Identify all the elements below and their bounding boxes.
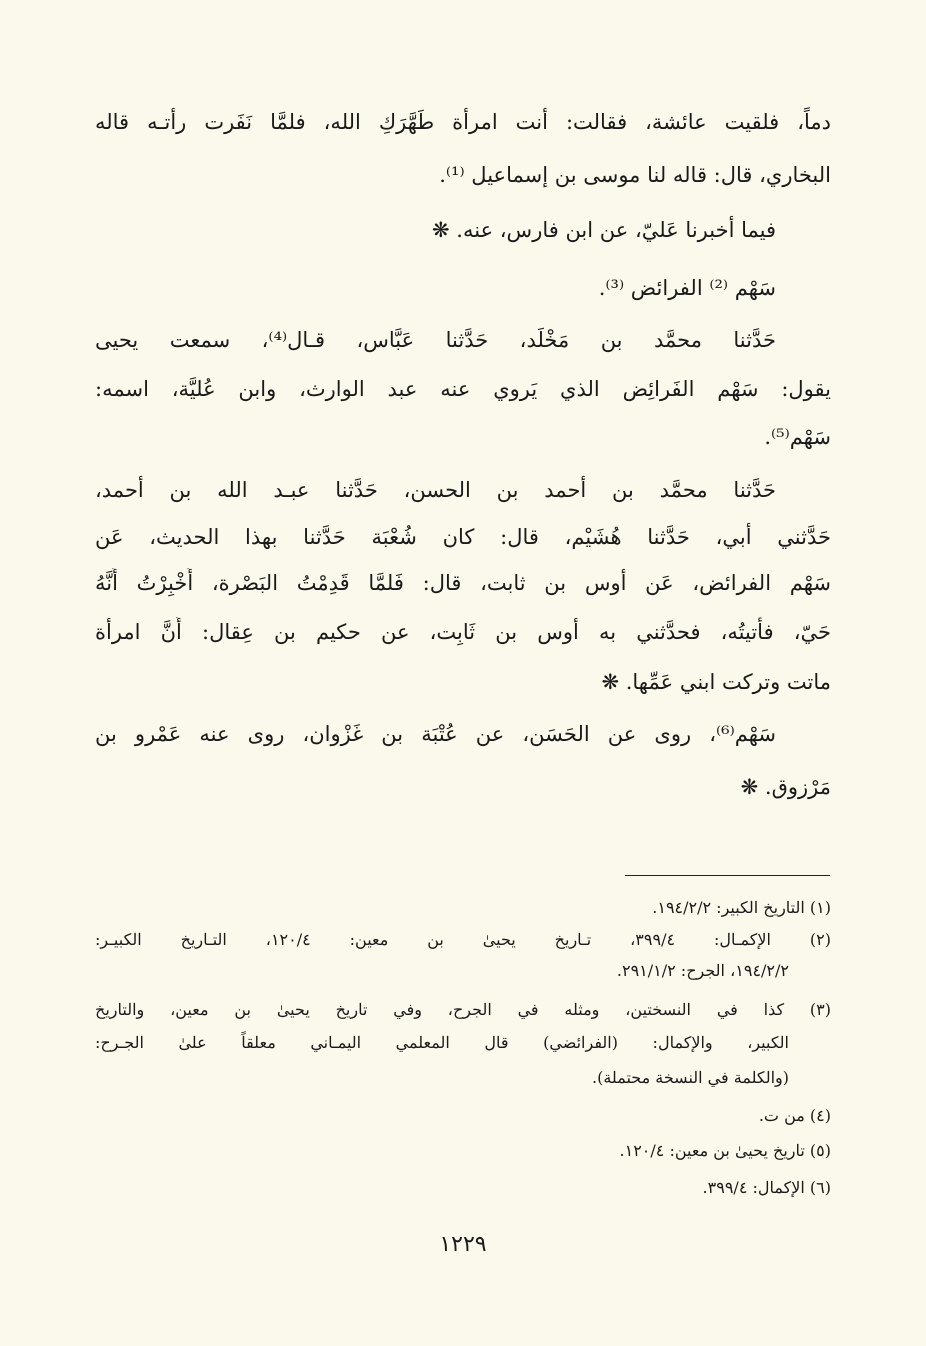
footnote-divider: [625, 875, 830, 876]
footnote-line: (٣) كذا في النسختين، ومثله في الجرح، وفي تاريخ يحيىٰ بن معين، والتاريخ: [95, 1000, 831, 1019]
body-line: حَدَّثنا محمَّد بن أحمد بن الحسن، حَدَّثنا عبـد الله بن أحمد،: [95, 478, 776, 502]
entry-heading: سَهْم⁽⁶⁾، روى عن الحَسَن، عن عُتْبَة بن غَزْوان، روى عنه عَمْرو بن: [95, 722, 776, 746]
body-line: فيما أخبرنا عَليّ، عن ابن فارس، عنه. ❋: [432, 218, 776, 242]
body-line: البخاري، قال: قاله لنا موسى بن إسماعيل ⁽¹⁾.: [439, 163, 831, 187]
body-line: سَهْم الفرائض، عَن أوس بن ثابت، قال: فَلمَّا قَدِمْتُ البَصْرة، أُخْبِرْتُ أَنَّهُ: [95, 571, 831, 595]
body-line: حَيّ، فأتيتُه، فحدَّثني به أوس بن ثَابِت، عن حكيم بن عِقال: أَنَّ امرأة: [95, 620, 831, 644]
footnote-line: (٢) الإكمـال: ٣٩٩/٤، تـاريخ يحيىٰ بن معين: ١٢٠/٤، التـاريخ الكبيـر:: [95, 930, 831, 949]
body-line: ماتت وتركت ابني عَمِّها. ❋: [601, 670, 831, 694]
body-line: حَدَّثنا محمَّد بن مَخْلَد، حَدَّثنا عَبَّاس، قـال⁽⁴⁾، سمعت يحيى: [95, 328, 776, 352]
entry-heading: سَهْم ⁽²⁾ الفرائض ⁽³⁾.: [598, 276, 776, 300]
footnote-line: (٤) من ت.: [758, 1106, 831, 1125]
body-line: مَرْزوق. ❋: [740, 775, 831, 799]
body-line: سَهْم⁽⁵⁾.: [764, 425, 831, 449]
body-line: دماً، فلقيت عائشة، فقالت: أنت امرأة طَهَّرَكِ الله، فلمَّا نَفَرت رأتـه قاله: [95, 110, 831, 134]
body-line: حَدَّثني أبي، حَدَّثنا هُشَيْم، قال: كان شُعْبَة حَدَّثنا بهذا الحديث، عَن: [95, 525, 831, 549]
footnote-line: ١٩٤/٢/٢، الجرح: ٢٩١/١/٢.: [616, 961, 789, 980]
footnote-line: (١) التاريخ الكبير: ١٩٤/٢/٢.: [652, 898, 831, 917]
footnote-line: الكبير، والإكمال: (الفرائضي) قال المعلمي اليمـاني معلقاً علىٰ الجـرح:: [95, 1033, 789, 1052]
footnote-line: (٦) الإكمال: ٣٩٩/٤.: [702, 1178, 831, 1197]
body-line: يقول: سَهْم الفَرائِض الذي يَروي عنه عبد الوارث، وابن عُليَّة، اسمه:: [95, 377, 831, 401]
page-number: ١٢٢٩: [439, 1232, 487, 1257]
footnote-line: (٥) تاريخ يحيىٰ بن معين: ١٢٠/٤.: [619, 1141, 831, 1160]
footnote-line: (والكلمة في النسخة محتملة).: [592, 1068, 789, 1087]
